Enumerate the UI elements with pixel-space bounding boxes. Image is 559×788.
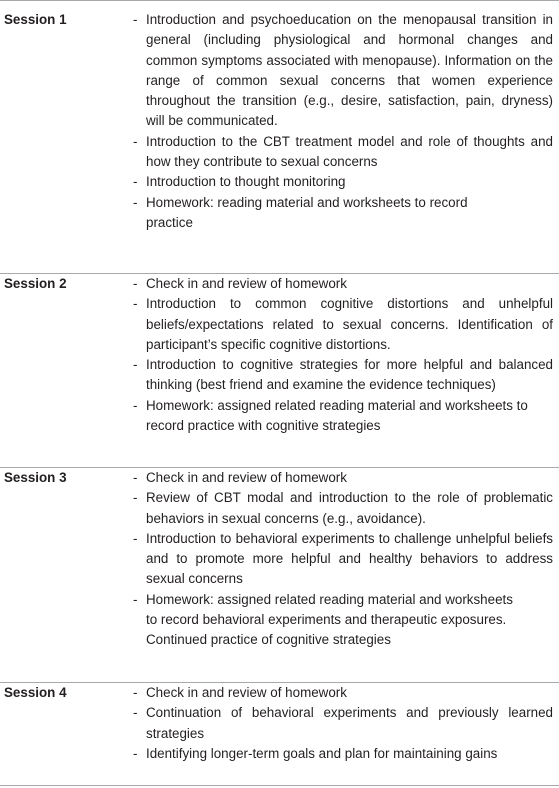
list-item-text: Introduction to the CBT treatment model and role of thoughts and how they contribute to sexual concerns [146, 133, 553, 170]
list-item [133, 468, 553, 488]
session-item-list [133, 683, 553, 764]
session-item-list [133, 10, 553, 233]
list-item-text: Check in and review of homework [146, 470, 347, 485]
list-item-text: Check in and review of homework [146, 685, 347, 700]
bullet-dash: - [133, 745, 138, 761]
list-item-text: Identifying longer-term goals and plan for maintaining gains [146, 745, 498, 761]
bullet-dash: - [133, 685, 138, 700]
bullet-dash: - [133, 174, 138, 190]
list-item-text: Review of CBT modal and introduction to the role of problematic behaviors in sexual concerns (e.g., avoidance). [146, 490, 553, 526]
session-item-list [133, 274, 553, 436]
bullet-dash: - [133, 530, 138, 546]
list-item [133, 703, 553, 744]
list-item-text: Introduction to common cognitive distortions and unhelpful beliefs/expectations related to sexual concerns. Identification of participant’s specific cognitive distortions. [146, 296, 553, 352]
session-item-list [133, 468, 553, 651]
list-item-text: Introduction to thought monitoring [146, 174, 346, 190]
list-item [133, 172, 553, 192]
bullet-dash: - [133, 591, 138, 607]
session-label: Session 4 [4, 685, 67, 700]
list-item [133, 294, 553, 355]
bullet-dash: - [133, 194, 138, 210]
bullet-dash: - [133, 705, 138, 721]
list-item-text: Homework: reading material and worksheets to record practice [146, 194, 468, 230]
list-item-text: Introduction to cognitive strategies for more helpful and balanced thinking (best friend and examine the evidence techniques) [146, 357, 553, 393]
table-top-rule [0, 0, 559, 1]
list-item-text: Introduction to behavioral experiments to challenge unhelpful beliefs and to promote more helpful and healthy behaviors to address sexual concerns [146, 530, 553, 587]
list-item [133, 590, 516, 651]
list-item [133, 488, 553, 529]
list-item [133, 132, 553, 173]
session-label: Session 1 [4, 12, 67, 27]
list-item-text: Introduction and psychoeducation on the menopausal transition in general (including physiological and hormonal changes and common symptoms associated with menopause). Information on the range of common sexual concerns that women experience throughout the transition (e.g., desire, satisfaction, pain, dryness) will be communicated. [146, 12, 553, 129]
list-item [133, 529, 553, 590]
list-item [133, 274, 553, 294]
list-item [133, 396, 553, 437]
bullet-dash: - [133, 490, 138, 506]
list-item-text: Check in and review of homework [146, 276, 347, 291]
bullet-dash: - [133, 397, 138, 413]
list-item-text: Continuation of behavioral experiments and previously learned strategies [146, 705, 553, 741]
table-bottom-rule [0, 785, 559, 786]
session-label: Session 2 [4, 276, 67, 291]
bullet-dash: - [133, 133, 138, 149]
bullet-dash: - [133, 276, 138, 291]
bullet-dash: - [133, 296, 138, 312]
list-item-text: Homework: assigned related reading material and worksheets to record practice with cognitive strategies [146, 397, 528, 434]
list-item [133, 744, 553, 764]
list-item [133, 683, 553, 703]
bullet-dash: - [133, 12, 138, 27]
list-item [133, 355, 553, 396]
list-item [133, 10, 553, 132]
session-label: Session 3 [4, 470, 67, 485]
list-item-text: Homework: assigned related reading material and worksheets to record behavioral experiments and therapeutic exposures. Continued practice of cognitive strategies [146, 591, 513, 648]
bullet-dash: - [133, 470, 138, 485]
bullet-dash: - [133, 357, 138, 373]
list-item [133, 193, 476, 234]
